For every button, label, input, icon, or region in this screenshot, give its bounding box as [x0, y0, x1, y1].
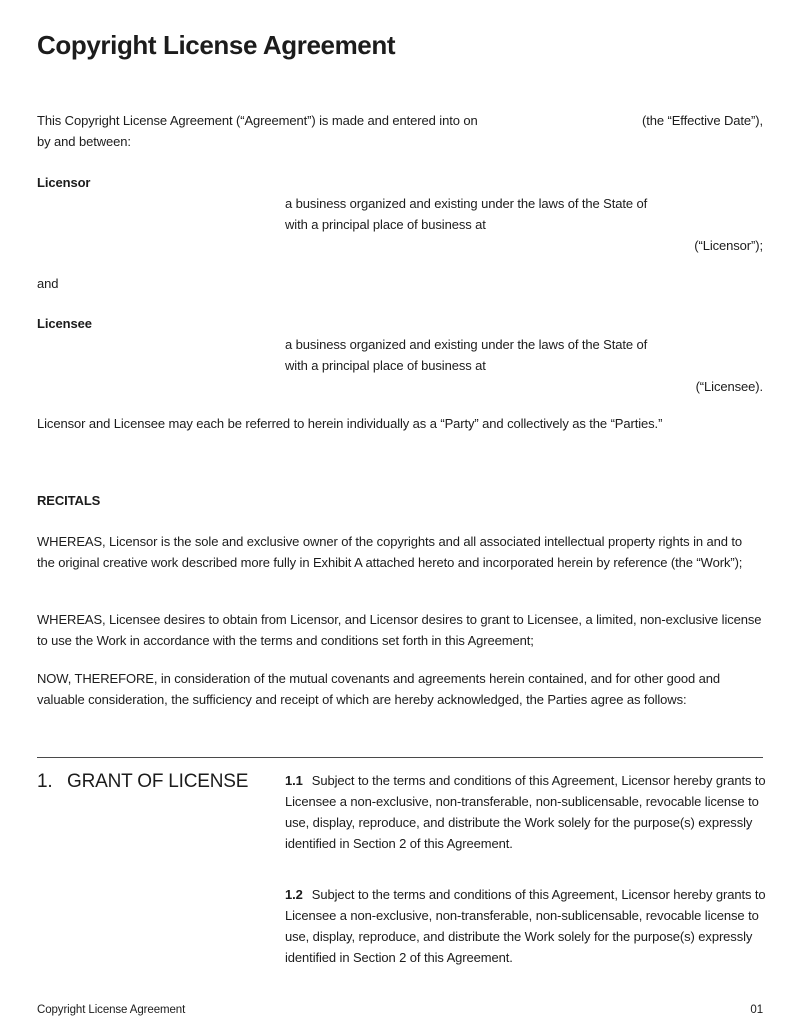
footer-document-title: Copyright License Agreement [37, 1004, 186, 1016]
intro-line-2: by and between: [37, 134, 131, 149]
licensor-desc-line-2: with a principal place of business at [285, 217, 486, 232]
licensee-desc-line-2: with a principal place of business at [285, 358, 486, 373]
recitals-heading: RECITALS [37, 493, 101, 508]
clause-1-2 [285, 884, 777, 968]
licensee-defined-term: (“Licensee). [695, 379, 763, 394]
licensor-block [37, 172, 763, 256]
footer-page-number: 01 [750, 1004, 763, 1016]
section-heading [37, 770, 285, 794]
licensor-desc-line-1: a business organized and existing under the laws of the State of [285, 196, 648, 211]
licensee-label: Licensee [37, 316, 92, 331]
parties-connector: and [37, 276, 59, 291]
clause-1-1 [285, 770, 777, 854]
licensor-label: Licensor [37, 175, 91, 190]
page-title: Copyright License Agreement [37, 30, 396, 60]
whereas-paragraph-1: WHEREAS, Licensor is the sole and exclusive owner of the copyrights and all associated intellectual property rights in and to the original creative work described more fully in Exhibit A attached hereto and incorporated herein by reference (the “Work”); [37, 534, 743, 570]
section-heading-label: GRANT OF LICENSE [67, 771, 249, 792]
whereas-paragraph-2: WHEREAS, Licensee desires to obtain from Licensor, and Licensor desires to grant to Licensee, a limited, non-exclusive license to use the Work in accordance with the terms and conditions set forth in this Agreement; [37, 612, 762, 648]
clause-1-2-number: 1.2 [285, 887, 303, 902]
licensor-defined-term: (“Licensor”); [694, 238, 763, 253]
section-number: 1. [37, 771, 53, 792]
licensee-desc-line-1: a business organized and existing under the laws of the State of [285, 337, 648, 352]
clause-1-1-text: Subject to the terms and conditions of this Agreement, Licensor hereby grants to Licensee a non-exclusive, non-transferable, non-sublicensable, revocable license to use, display, reproduce, and distribute the Work solely for the purpose(s) expressly identified in Section 2 of this Agreement. [285, 773, 766, 851]
effective-date-label: (the “Effective Date”), [641, 113, 763, 128]
section-divider [37, 757, 763, 758]
intro-paragraph [37, 110, 763, 152]
now-therefore-paragraph: NOW, THEREFORE, in consideration of the mutual covenants and agreements herein contained, and for other good and valuable consideration, the sufficiency and receipt of which are hereby acknowledged, the Parties agree as follows: [37, 671, 721, 707]
licensee-block [37, 313, 763, 397]
intro-line-1 [37, 110, 763, 131]
clause-1-2-text: Subject to the terms and conditions of this Agreement, Licensor hereby grants to Licensee a non-exclusive, non-transferable, non-sublicensable, revocable license to use, display, reproduce, and distribute the Work solely for the purpose(s) expressly identified in Section 2 of this Agreement. [285, 887, 766, 965]
section-grant-of-license [37, 770, 766, 965]
page-footer [37, 1003, 763, 1018]
licensor-description [37, 193, 763, 235]
section-clauses [285, 770, 777, 968]
clause-1-1-number: 1.1 [285, 773, 303, 788]
licensee-description [37, 334, 763, 376]
parties-summary-paragraph: Licensor and Licensee may each be referred to herein individually as a “Party” and collectively as the “Parties.” [37, 416, 663, 431]
intro-made-entered-text: This Copyright License Agreement (“Agreement”) is made and entered into on [37, 113, 478, 128]
